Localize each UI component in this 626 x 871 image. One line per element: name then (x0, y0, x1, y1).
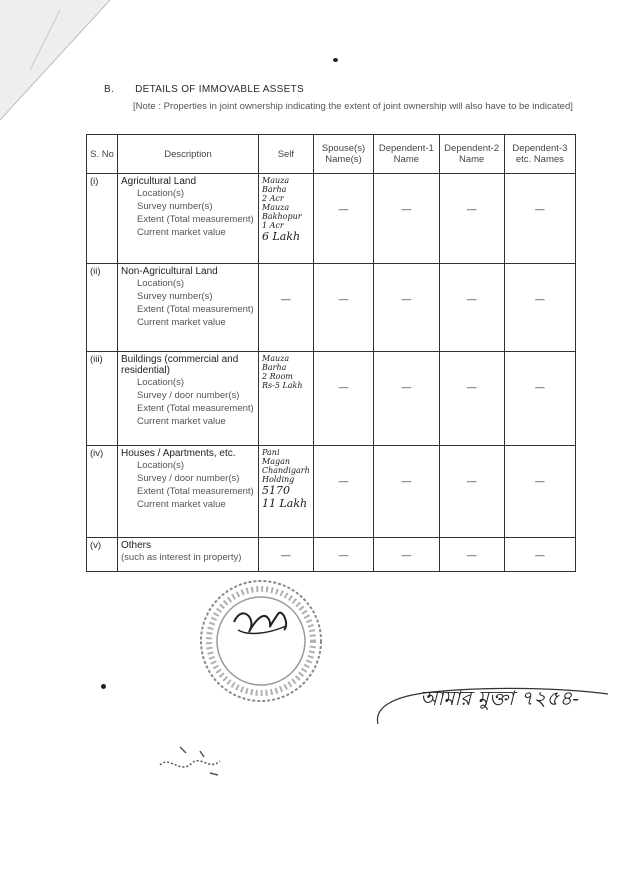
row-sno: (v) (87, 538, 118, 572)
row-description (118, 264, 259, 352)
table-row (87, 264, 576, 352)
dash-mark: — (466, 550, 477, 561)
dash-mark: — (338, 382, 349, 393)
dash-mark: — (535, 204, 545, 215)
handwritten-entry: 2 Room (262, 372, 293, 381)
row-item: Current market value (137, 416, 226, 427)
handwritten-signature: আমার মুক্তা ৭২৫৪- (420, 686, 580, 710)
section-number: B. (104, 84, 115, 95)
row-item: Location(s) (137, 188, 184, 199)
header-sno: S. No (87, 135, 118, 174)
handwritten-entry: Mauza Bakhopur (262, 203, 302, 221)
dash-mark: — (535, 294, 545, 305)
row-title: Agricultural Land (121, 176, 197, 187)
row-title: Non-Agricultural Land (121, 266, 218, 277)
row-dep1-value (374, 264, 439, 352)
handwritten-entry: Pani Magan (262, 448, 291, 466)
row-item: Survey number(s) (137, 291, 213, 302)
dash-mark: — (535, 550, 545, 561)
header-dependent-2: Dependent-2 Name (439, 135, 504, 174)
official-seal (198, 578, 324, 704)
dash-mark: — (466, 294, 477, 305)
row-spouse-value (313, 352, 373, 446)
row-dep3-value (504, 446, 575, 538)
row-dep1-value (374, 446, 439, 538)
dash-mark: — (401, 550, 412, 561)
handwritten-entry: Rs-5 Lakh (262, 381, 303, 390)
row-self-value (259, 538, 314, 572)
row-description (118, 446, 259, 538)
row-item: Survey / door number(s) (137, 390, 240, 401)
section-note: [Note : Properties in joint ownership indicating the extent of joint ownership will also have to be indicated] (133, 101, 573, 112)
section-title: DETAILS OF IMMOVABLE ASSETS (135, 84, 304, 95)
dash-mark: — (338, 550, 349, 561)
header-dependent-3: Dependent-3 etc. Names (504, 135, 575, 174)
table-row (87, 446, 576, 538)
row-sno: (iii) (87, 352, 118, 446)
row-spouse-value (313, 446, 373, 538)
ink-scribble (140, 735, 250, 785)
handwritten-entry: 5170 (262, 484, 290, 497)
handwritten-entry: 1 Acr (262, 221, 284, 230)
header-description: Description (118, 135, 259, 174)
handwritten-entry: Mauza Barha (262, 354, 290, 372)
table-row (87, 538, 576, 572)
dash-mark: — (401, 204, 412, 215)
row-title: Others (121, 540, 152, 551)
ink-dot (333, 58, 338, 62)
table-header-row (87, 135, 576, 174)
handwritten-entry: Holding (262, 475, 295, 484)
row-self-value (259, 352, 314, 446)
row-dep2-value (439, 352, 504, 446)
dash-mark: — (338, 476, 349, 487)
row-dep1-value (374, 538, 439, 572)
section-heading (104, 84, 304, 95)
dash-mark: — (401, 382, 412, 393)
row-item: Location(s) (137, 460, 184, 471)
row-item: Extent (Total measurement) (137, 214, 254, 225)
row-item: Extent (Total measurement) (137, 304, 254, 315)
row-sno: (ii) (87, 264, 118, 352)
dash-mark: — (401, 476, 412, 487)
row-item: Extent (Total measurement) (137, 403, 254, 414)
row-description (118, 174, 259, 264)
row-dep2-value (439, 446, 504, 538)
row-sno: (iv) (87, 446, 118, 538)
row-item: (such as interest in property) (121, 552, 242, 563)
dash-mark: — (535, 476, 545, 487)
row-dep2-value (439, 538, 504, 572)
page-fold-corner (0, 0, 110, 120)
table-row (87, 352, 576, 446)
dash-mark: — (466, 382, 477, 393)
row-title: Buildings (commercial and residential) (121, 354, 239, 376)
row-description (118, 352, 259, 446)
row-self-value (259, 264, 314, 352)
row-dep1-value (374, 352, 439, 446)
dash-mark: — (466, 204, 477, 215)
row-dep3-value (504, 264, 575, 352)
handwritten-entry: 2 Acr (262, 194, 284, 203)
dash-mark: — (401, 294, 412, 305)
row-item: Location(s) (137, 377, 184, 388)
row-dep2-value (439, 174, 504, 264)
ink-dot (101, 684, 106, 689)
row-dep3-value (504, 174, 575, 264)
row-title: Houses / Apartments, etc. (121, 448, 236, 459)
row-spouse-value (313, 538, 373, 572)
row-self-value (259, 446, 314, 538)
row-dep3-value (504, 352, 575, 446)
row-item: Current market value (137, 499, 226, 510)
dash-mark: — (281, 550, 291, 561)
handwritten-entry: 11 Lakh (262, 497, 308, 510)
row-dep2-value (439, 264, 504, 352)
dash-mark: — (466, 476, 477, 487)
header-self: Self (259, 135, 314, 174)
row-item: Current market value (137, 317, 226, 328)
handwritten-entry: Chandigarh (262, 466, 310, 475)
row-description (118, 538, 259, 572)
row-item: Survey number(s) (137, 201, 213, 212)
row-spouse-value (313, 174, 373, 264)
dash-mark: — (338, 204, 349, 215)
header-spouse: Spouse(s) Name(s) (313, 135, 373, 174)
row-sno: (i) (87, 174, 118, 264)
row-item: Location(s) (137, 278, 184, 289)
table-row (87, 174, 576, 264)
handwritten-entry: 6 Lakh (262, 230, 301, 243)
row-item: Survey / door number(s) (137, 473, 240, 484)
row-item: Extent (Total measurement) (137, 486, 254, 497)
row-dep3-value (504, 538, 575, 572)
dash-mark: — (338, 294, 349, 305)
header-dependent-1: Dependent-1 Name (374, 135, 439, 174)
row-item: Current market value (137, 227, 226, 238)
immovable-assets-table (86, 134, 576, 572)
handwritten-entry: Mauza Barha (262, 176, 290, 194)
dash-mark: — (535, 382, 545, 393)
row-spouse-value (313, 264, 373, 352)
row-self-value (259, 174, 314, 264)
dash-mark: — (281, 294, 291, 305)
row-dep1-value (374, 174, 439, 264)
